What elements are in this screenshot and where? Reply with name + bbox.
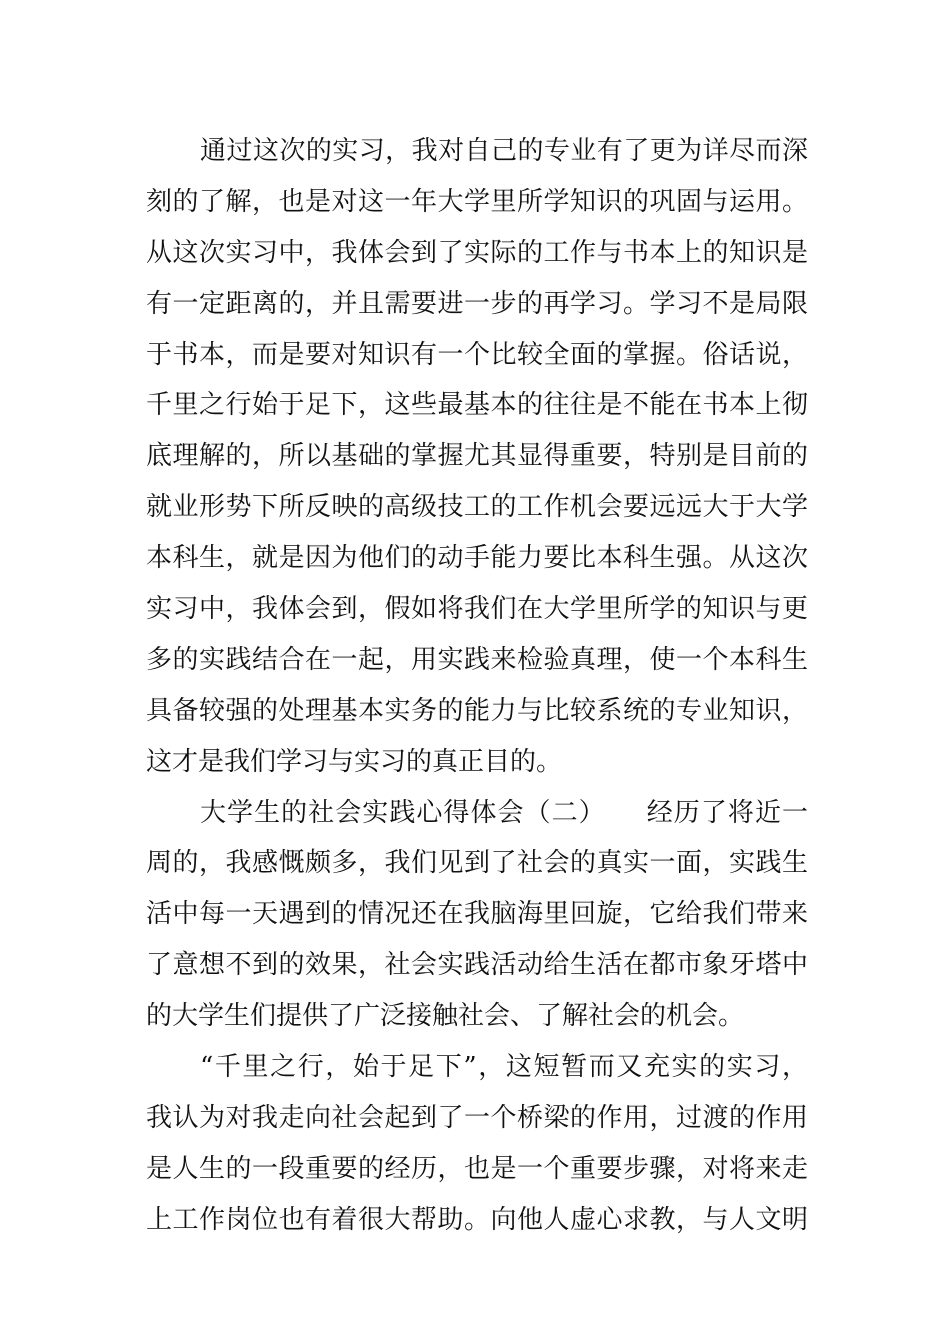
paragraph-3-line-3: 是人生的一段重要的经历，也是一个重要步骤，对将来走 [146, 1153, 808, 1184]
body-text [146, 126, 808, 1246]
paragraph-3-line-1: “千里之行，始于足下”，这短暂而又充实的实习， [200, 1052, 808, 1083]
paragraph-2-line-1: 大学生的社会实践心得体会（二） 经历了将近一 [200, 797, 808, 828]
paragraph-1-line-12: 具备较强的处理基本实务的能力与比较系统的专业知识， [146, 695, 808, 726]
paragraph-1-line-7: 底理解的，所以基础的掌握尤其显得重要，特别是目前的 [146, 441, 808, 472]
paragraph-1-line-11: 多的实践结合在一起，用实践来检验真理，使一个本科生 [146, 644, 808, 675]
paragraph-2-line-2: 周的，我感慨颇多，我们见到了社会的真实一面，实践生 [146, 848, 808, 879]
paragraph-1-line-2: 刻的了解，也是对这一年大学里所学知识的巩固与运用。 [146, 186, 808, 217]
paragraph-1-line-9: 本科生，就是因为他们的动手能力要比本科生强。从这次 [146, 543, 808, 574]
paragraph-1-line-1: 通过这次的实习，我对自己的专业有了更为详尽而深 [200, 136, 808, 166]
paragraph-3-line-4: 上工作岗位也有着很大帮助。向他人虚心求教，与人文明 [146, 1204, 808, 1235]
paragraph-1-line-10: 实习中，我体会到，假如将我们在大学里所学的知识与更 [146, 594, 808, 625]
paragraph-3-line-2: 我认为对我走向社会起到了一个桥梁的作用，过渡的作用 [146, 1102, 808, 1133]
paragraph-1-line-6: 千里之行始于足下，这些最基本的往往是不能在书本上彻 [146, 390, 808, 421]
paragraph-1-line-4: 有一定距离的，并且需要进一步的再学习。学习不是局限 [146, 288, 808, 319]
paragraph-1-line-13: 这才是我们学习与实习的真正目的。 [146, 746, 563, 777]
paragraph-1-line-8: 就业形势下所反映的高级技工的工作机会要远远大于大学 [146, 492, 808, 523]
paragraph-2-line-4: 了意想不到的效果，社会实践活动给生活在都市象牙塔中 [146, 950, 808, 981]
paragraph-1-line-3: 从这次实习中，我体会到了实际的工作与书本上的知识是 [146, 237, 808, 268]
paragraph-2-line-5: 的大学生们提供了广泛接触社会、了解社会的机会。 [146, 1001, 745, 1032]
paragraph-1-line-5: 于书本，而是要对知识有一个比较全面的掌握。俗话说， [146, 339, 808, 370]
paragraph-2-line-3: 活中每一天遇到的情况还在我脑海里回旋，它给我们带来 [146, 899, 808, 930]
